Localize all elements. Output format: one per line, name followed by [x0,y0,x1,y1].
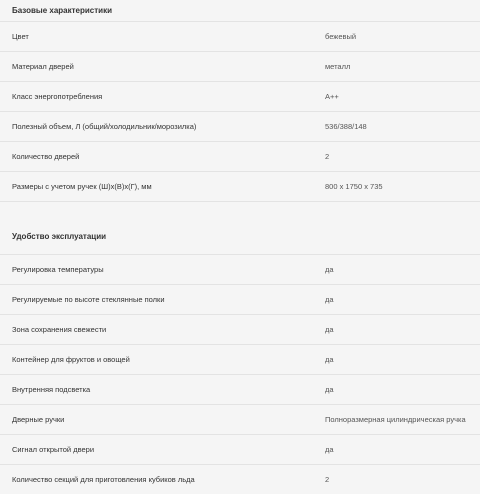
spec-row [0,284,480,314]
spec-value: бежевый [325,32,357,41]
spec-label: Класс энергопотребления [12,92,103,101]
section-basic [0,0,480,201]
spec-row [0,21,480,51]
spec-label: Количество дверей [12,152,80,161]
spec-row [0,51,480,81]
spec-row [0,434,480,464]
spec-row [0,464,480,494]
spec-row [0,141,480,171]
spec-label: Материал дверей [12,62,74,71]
spec-row [0,404,480,434]
spec-label: Цвет [12,32,29,41]
spec-row [0,254,480,284]
spec-list [0,21,480,201]
spec-label: Размеры с учетом ручек (Ш)х(В)х(Г), мм [12,182,152,191]
spec-value: да [325,355,334,364]
spec-row [0,344,480,374]
spec-value: 536/388/148 [325,122,367,131]
spec-label: Контейнер для фруктов и овощей [12,355,130,364]
spec-row [0,314,480,344]
section-usability [0,220,480,494]
section-title: Удобство эксплуатации [12,232,107,241]
section-title: Базовые характеристики [12,6,112,15]
spec-value: 2 [325,475,330,484]
section-divider [0,201,480,220]
spec-row [0,171,480,201]
spec-value: Полноразмерная цилиндрическая ручка [325,415,466,424]
spec-list [0,254,480,494]
spec-label: Зона сохранения свежести [12,325,107,334]
spec-value: да [325,445,334,454]
spec-value: A++ [325,92,339,101]
spec-row [0,374,480,404]
spec-label: Полезный объем, Л (общий/холодильник/морозилка) [12,122,197,131]
spec-label: Сигнал открытой двери [12,445,95,454]
spec-value: да [325,325,334,334]
spec-label: Количество секций для приготовления кубиков льда [12,475,195,484]
spec-row [0,111,480,141]
spec-row [0,81,480,111]
spec-value: металл [325,62,351,71]
spec-value: да [325,265,334,274]
spec-value: да [325,385,334,394]
spec-label: Регулируемые по высоте стеклянные полки [12,295,165,304]
spec-label: Внутренняя подсветка [12,385,91,394]
spec-value: да [325,295,334,304]
spec-value: 2 [325,152,330,161]
spec-label: Регулировка температуры [12,265,104,274]
spec-value: 800 x 1750 x 735 [325,182,383,191]
spec-label: Дверные ручки [12,415,65,424]
